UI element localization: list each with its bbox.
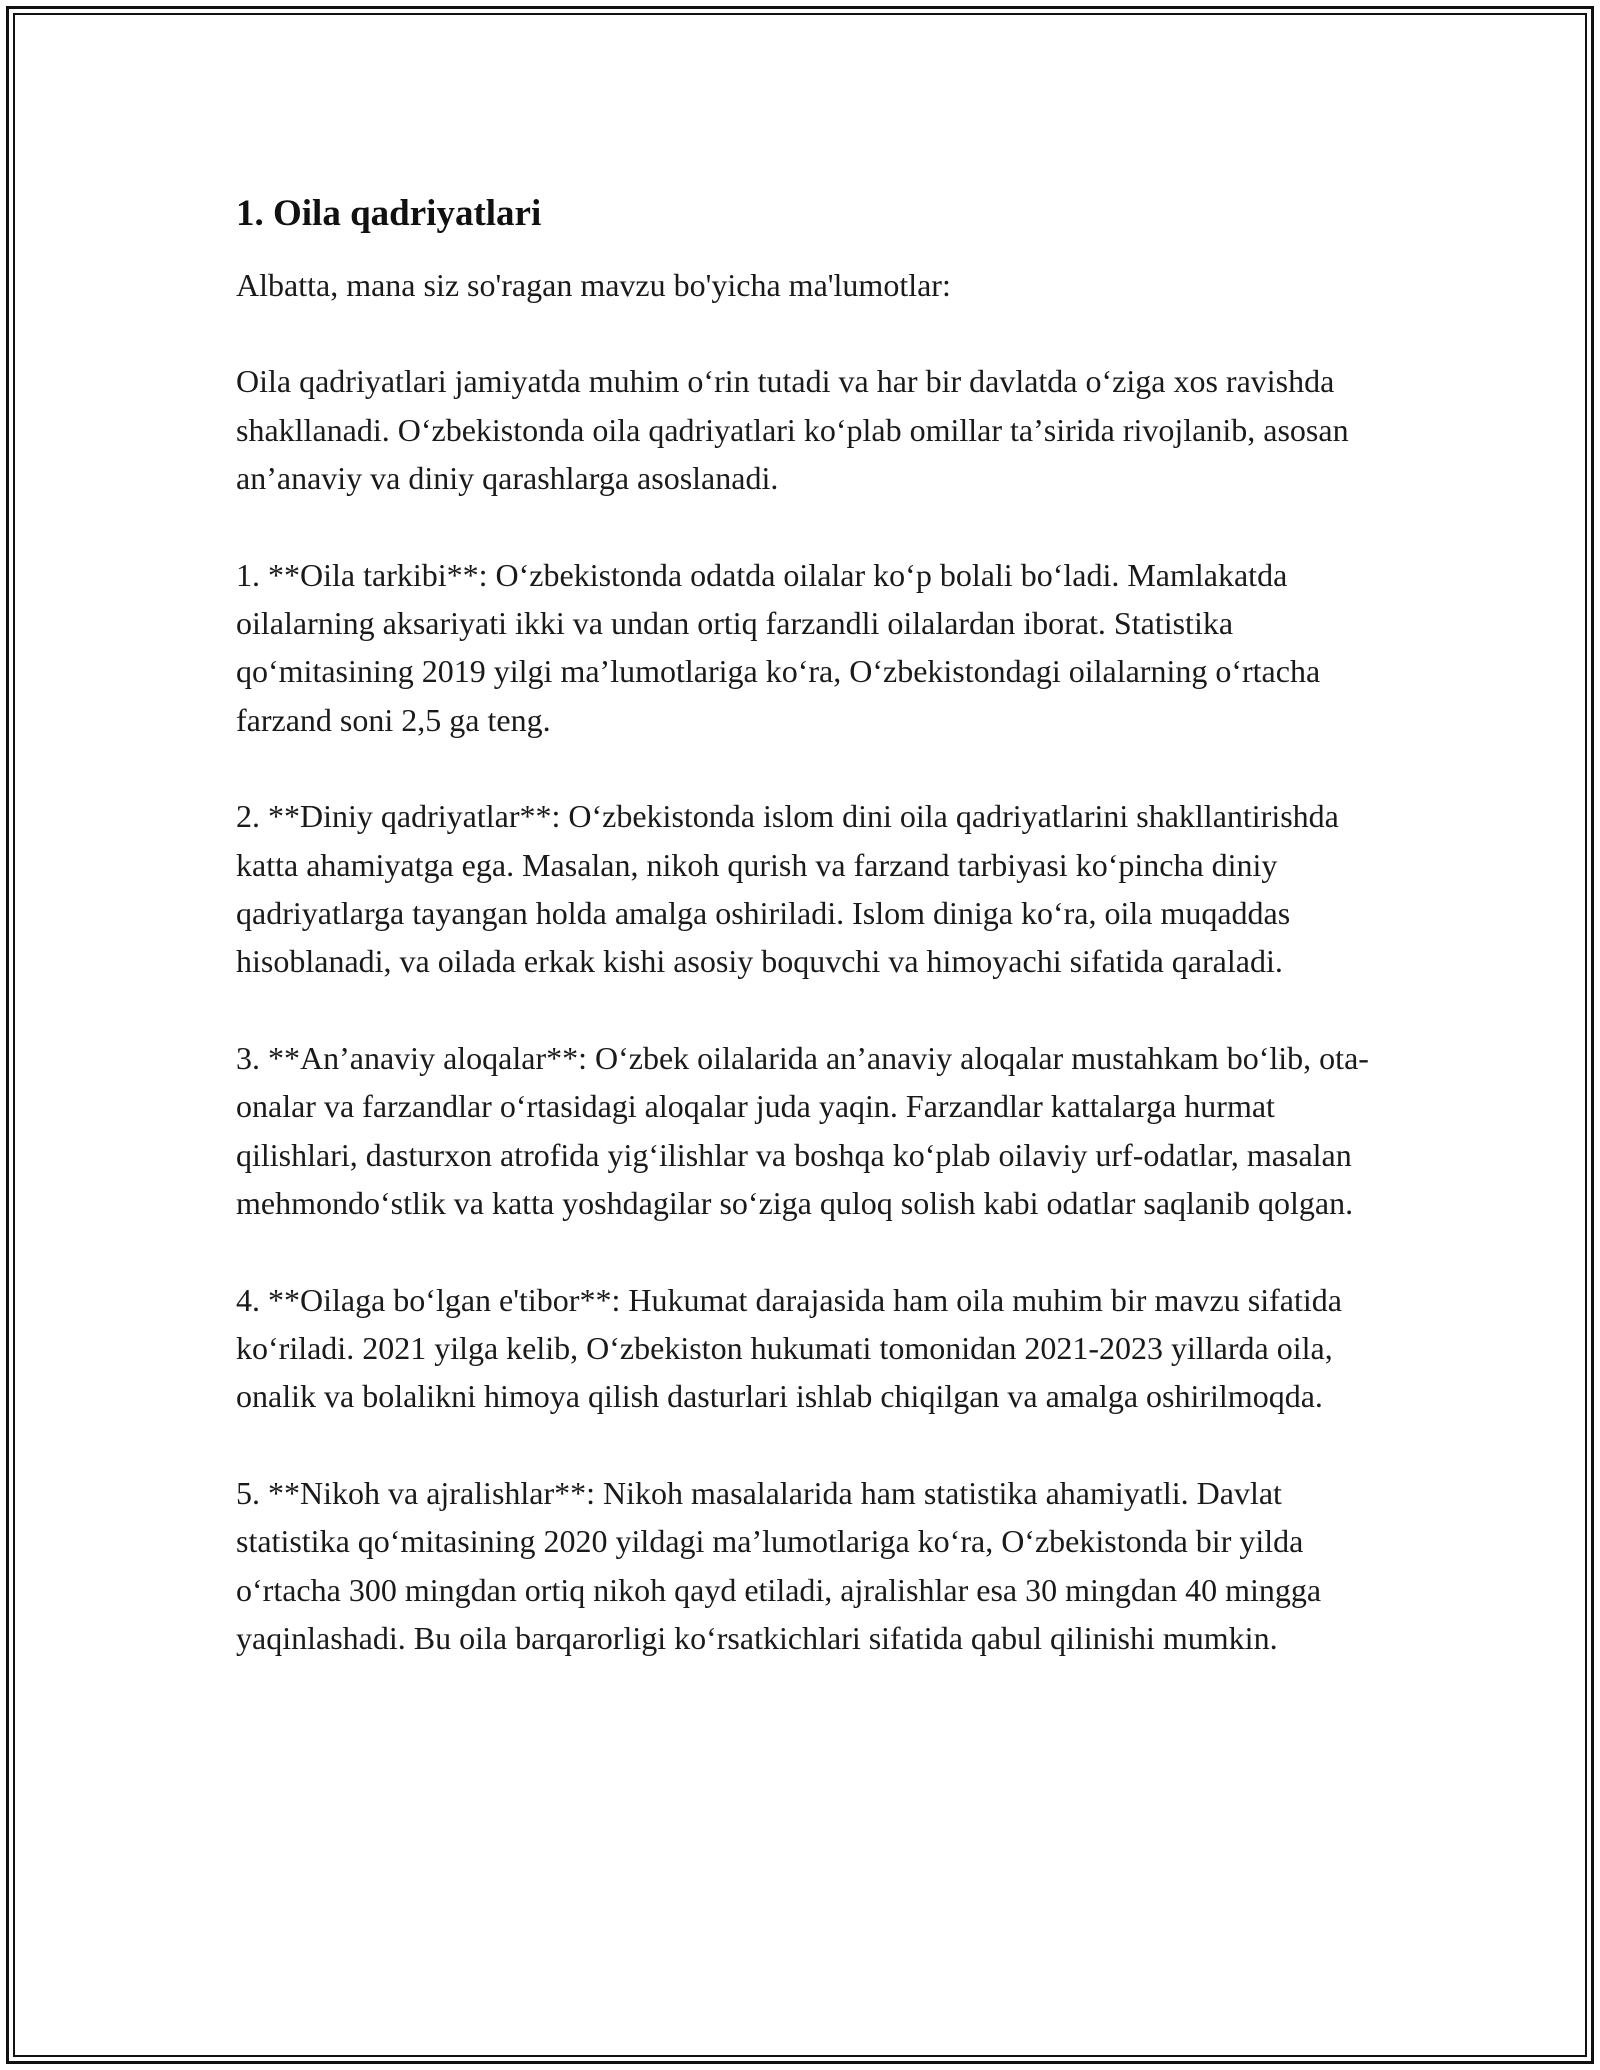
list-item-traditional-ties: 3. **Anʼanaviy aloqalar**: Oʻzbek oilalarida anʼanaviy aloqalar mustahkam boʻlib, ota-onalar va farzandlar oʻrtasidagi aloqalar juda yaqin. Farzandlar kattalarga hurmat qilishlari, dasturxon atrofida yigʻilishlar va boshqa koʻplab oilaviy urf-odatlar, masalan mehmondoʻstlik va katta yoshdagilar soʻziga quloq solish kabi odatlar saqlanib qolgan. bbox=[236, 1039, 1369, 1222]
document-title: 1. Oila qadriyatlari bbox=[236, 193, 542, 234]
list-item-government-attention: 4. **Oilaga boʻlgan e'tibor**: Hukumat darajasida ham oila muhim bir mavzu sifatida koʻriladi. 2021 yilga kelib, Oʻzbekiston hukumati tomonidan 2021-2023 yillarda oila, onalik va bolalikni himoya qilish dasturlari ishlab chiqilgan va amalga oshirilmoqda. bbox=[236, 1281, 1342, 1415]
list-item-marriage-divorce: 5. **Nikoh va ajralishlar**: Nikoh masalalarida ham statistika ahamiyatli. Davlat statistika qoʻmitasining 2020 yildagi maʼlumotlariga koʻra, Oʻzbekistonda bir yilda oʻrtacha 300 mingdan ortiq nikoh qayd etiladi, ajralishlar esa 30 mingdan 40 mingga yaqinlashadi. Bu oila barqarorligi koʻrsatkichlari sifatida qabul qilinishi mumkin. bbox=[236, 1474, 1322, 1656]
list-item-religious-values: 2. **Diniy qadriyatlar**: Oʻzbekistonda islom dini oila qadriyatlarini shakllantirishda katta ahamiyatga ega. Masalan, nikoh qurish va farzand tarbiyasi koʻpincha diniy qadriyatlarga tayangan holda amalga oshiriladi. Islom diniga koʻra, oila muqaddas hisoblanadi, va oilada erkak kishi asosiy boquvchi va himoyachi sifatida qaraladi. bbox=[236, 798, 1339, 980]
intro-paragraph: Albatta, mana siz so'ragan mavzu bo'yicha ma'lumotlar: bbox=[236, 267, 951, 303]
document-body bbox=[236, 185, 1386, 1662]
list-item-family-structure: 1. **Oila tarkibi**: Oʻzbekistonda odatda oilalar koʻp bolali boʻladi. Mamlakatda oilalarning aksariyati ikki va undan ortiq farzandli oilalardan iborat. Statistika qoʻmitasining 2019 yilgi maʼlumotlariga koʻra, Oʻzbekistondagi oilalarning oʻrtacha farzand soni 2,5 ga teng. bbox=[236, 556, 1321, 738]
overview-paragraph: Oila qadriyatlari jamiyatda muhim oʻrin tutadi va har bir davlatda oʻziga xos ravishda shakllanadi. Oʻzbekistonda oila qadriyatlari koʻplab omillar taʼsirida rivojlanib, asosan anʼanaviy va diniy qarashlarga asoslanadi. bbox=[236, 363, 1349, 497]
